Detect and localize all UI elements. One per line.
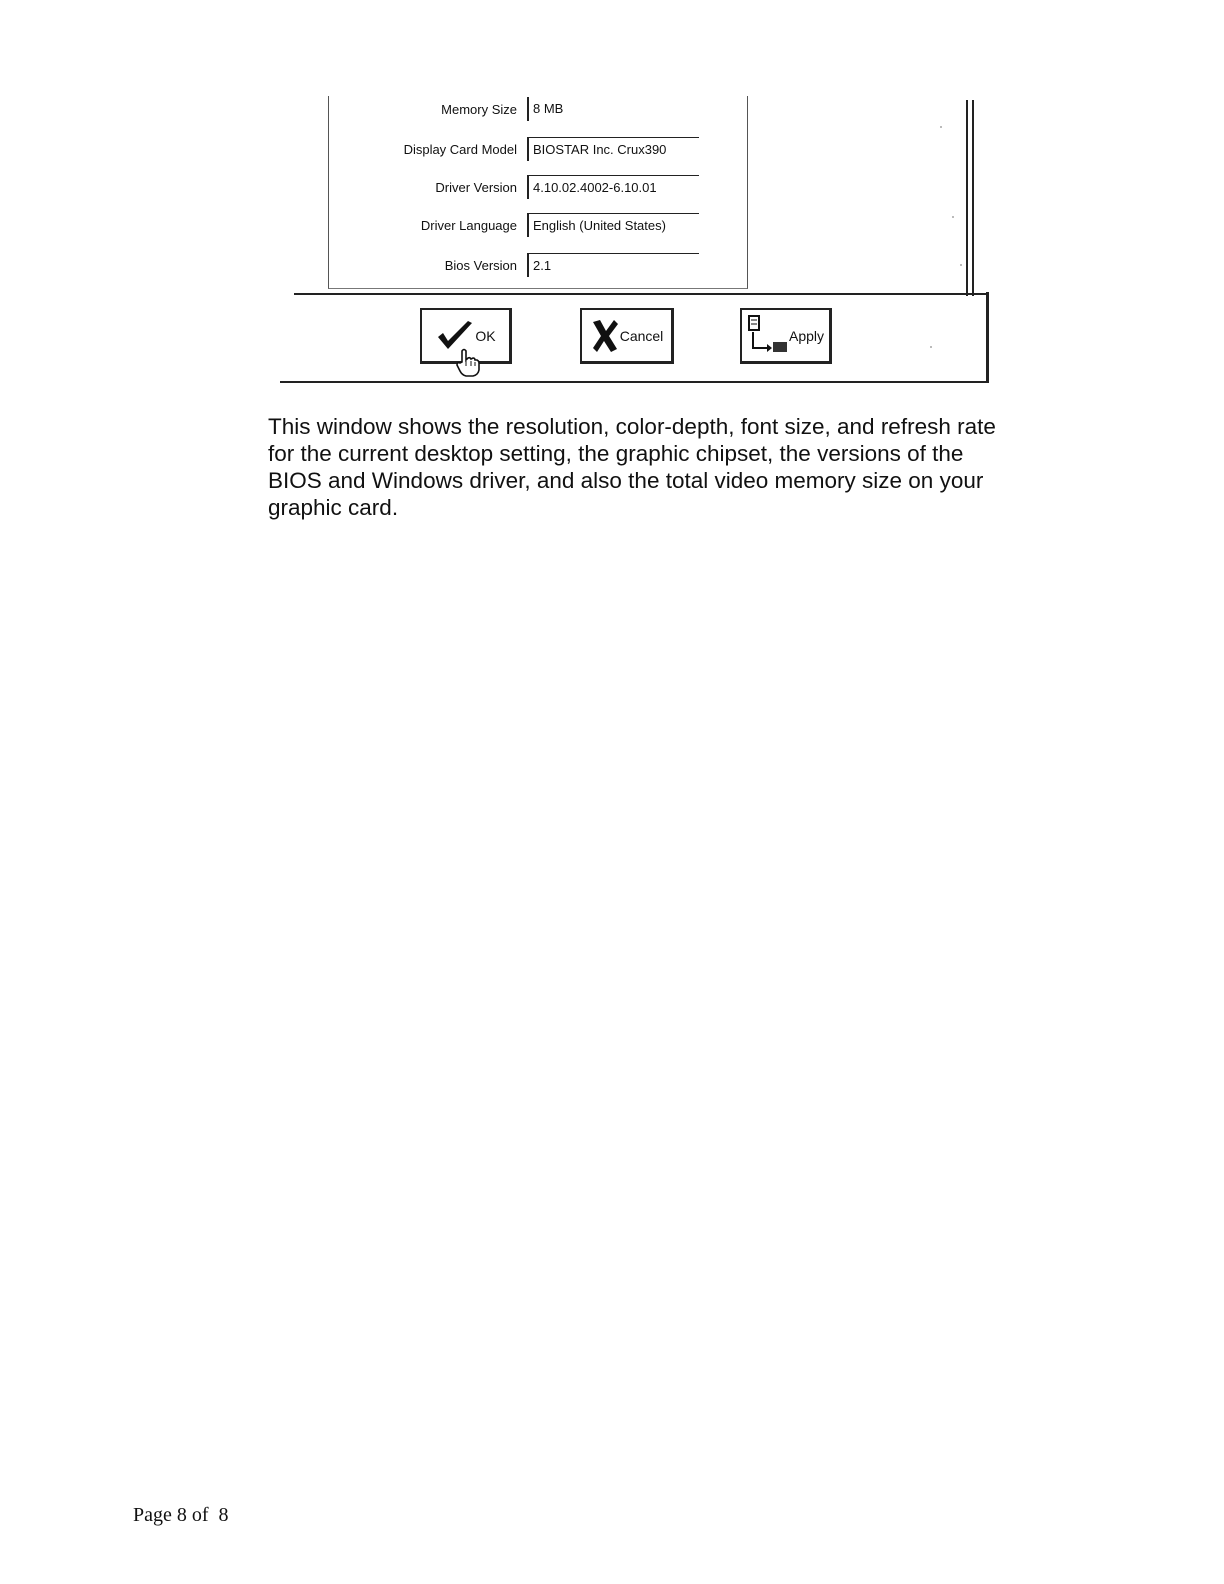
cancel-button[interactable] (580, 308, 674, 364)
memory-size-value: 8 MB (527, 97, 699, 121)
panel-right-border (966, 100, 974, 296)
field-row-memory-size (329, 96, 747, 124)
description-paragraph: This window shows the resolution, color-depth, font size, and refresh rate for the current desktop setting, the graphic chipset, the versions of the BIOS and Windows driver, and also the total video memory size on your graphic card. (268, 414, 996, 520)
bios-version-value: 2.1 (527, 253, 699, 277)
driver-version-value: 4.10.02.4002-6.10.01 (527, 175, 699, 199)
display-card-model-value: BIOSTAR Inc. Crux390 (527, 137, 699, 161)
page-number-text: Page 8 of (133, 1504, 209, 1526)
display-card-model-label: Display Card Model (403, 142, 517, 157)
display-info-group (328, 96, 748, 289)
button-bar-right-border (986, 292, 989, 382)
page-total: 8 (218, 1504, 229, 1526)
cancel-button-label: Cancel (619, 327, 664, 344)
driver-version-label: Driver Version (435, 180, 517, 195)
field-row-display-card-model (329, 136, 747, 164)
bios-version-label: Bios Version (444, 258, 517, 273)
hand-pointer-icon (454, 348, 482, 383)
driver-language-value: English (United States) (527, 213, 699, 237)
scan-speckle (940, 126, 942, 128)
driver-language-label: Driver Language (420, 218, 517, 233)
page-footer (133, 1504, 229, 1527)
apply-button[interactable] (740, 308, 832, 364)
dialog-bottom-divider (280, 381, 989, 383)
display-info-dialog-screenshot (280, 96, 992, 386)
apply-monitor-icon (747, 314, 789, 358)
apply-button-label: Apply (788, 327, 825, 344)
scan-speckle (930, 346, 932, 348)
x-mark-icon (590, 318, 620, 354)
memory-size-label: Memory Size (441, 102, 517, 117)
ok-button-label: OK (475, 327, 496, 344)
field-row-driver-language (329, 212, 747, 240)
scan-speckle (952, 216, 954, 218)
field-row-driver-version (329, 174, 747, 202)
scan-speckle (960, 264, 962, 266)
button-bar-top-divider (294, 293, 988, 295)
field-row-bios-version (329, 252, 747, 280)
